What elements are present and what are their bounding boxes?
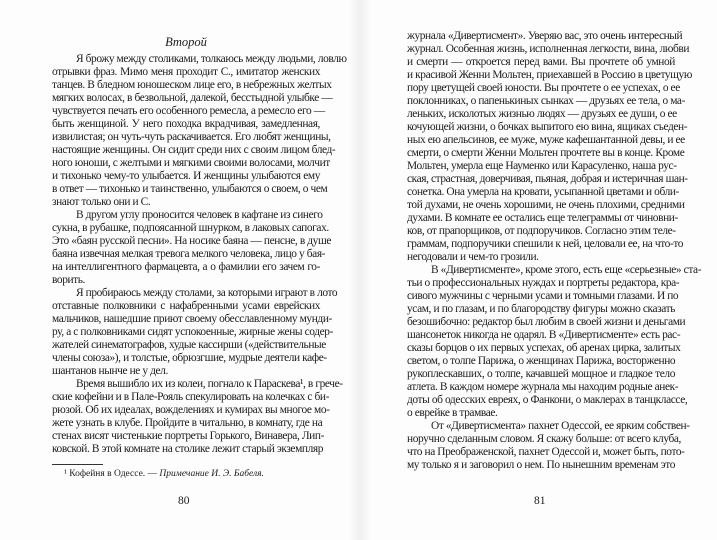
text-line: чувствуется печать его особенного ремесла, а ремесло его — bbox=[52, 105, 325, 117]
text-line: духами. В комнате ее остались еще телеграммы от чиновни- bbox=[407, 212, 678, 224]
paragraph bbox=[407, 420, 690, 472]
text-line: настоящие женщины. Он сидит среди них с своим лицом блед- bbox=[52, 144, 336, 156]
chapter-title: Второй bbox=[165, 35, 207, 49]
text-line: ных ею апельсинов, ее муже, муже кафешантанной девы, и ее bbox=[407, 134, 685, 146]
paragraph bbox=[52, 53, 347, 209]
text-line: В «Дивертисменте», кроме этого, есть еще «серьезные» ста- bbox=[431, 264, 702, 276]
text-line: светом, о толпе Парижа, о женщинах Парижа, восторженно bbox=[407, 355, 676, 367]
text-line: ковской. В этой комнате на столике лежит старый экземпляр bbox=[52, 443, 324, 455]
text-line: му только я и заговорил о нем. По нынешним временам это bbox=[407, 459, 675, 471]
text-line: сказы борцов о их первых успехах, об аренах цирка, залитых bbox=[407, 342, 681, 354]
text-line: негодовали и чем-то грозили. bbox=[407, 251, 539, 263]
text-line: жателей синематографов, худые кассирши («действительные bbox=[52, 339, 326, 351]
text-line: сивого мужчины с черными усами и томными глазами. И по bbox=[407, 290, 679, 302]
text-line: ков, от прапорщиков, от подпоручиков. Согласно этим теле- bbox=[407, 225, 676, 237]
paragraph bbox=[407, 264, 702, 420]
text-line: Я брожу между столиками, толкаюсь между людьми, ловлю bbox=[76, 53, 347, 65]
text-line: что на Преображенской, пахнет Одессой и, может быть, пото- bbox=[407, 446, 685, 458]
text-line: пору цветущей своей юности. Вы прочтете о ее успехах, о ее bbox=[407, 82, 680, 94]
text-line: в ответ — тихонько и таинственно, улыбаются о своем, о чем bbox=[52, 183, 328, 195]
paragraph bbox=[407, 30, 692, 264]
text-line: поклонниках, о папенькиных сынках — друзьях ее тела, о ма- bbox=[407, 95, 685, 107]
text-line: быть женщиной. У него походка вкрадчивая, замедленная, bbox=[52, 118, 320, 130]
text-line: отрывки фраз. Мимо меня проходит С., имитатор женских bbox=[52, 66, 320, 78]
book-gutter-shadow bbox=[348, 0, 372, 540]
footnote-divider bbox=[52, 464, 103, 465]
text-line: о еврейке в трамвае. bbox=[407, 407, 498, 419]
right-page-body bbox=[407, 30, 702, 472]
text-line: ская, страстная, доверчивая, пьяная, добрая и истеричная шан- bbox=[407, 173, 688, 185]
paragraph bbox=[52, 378, 343, 456]
text-line: усам, и по глазам, и по благородству фигуры можно сказать bbox=[407, 303, 675, 315]
text-line: стенах висят чистенькие портреты Горького, Винавера, Лип- bbox=[52, 430, 324, 442]
footnote bbox=[64, 468, 264, 481]
text-line: и смерти — откроется перед вами. Вы прочтете об умной bbox=[407, 56, 675, 68]
text-line: шансонеток никогда не одарял. В «Дивертисменте» есть рас- bbox=[407, 329, 681, 341]
footnote-attribution: Примечание И. Э. Бабеля. bbox=[159, 469, 264, 479]
text-line: знают только они и С. bbox=[52, 196, 151, 208]
text-line: кочующей жизни, о бочках выпитого ею вина, ящиках съеден- bbox=[407, 121, 688, 133]
text-line: Я пробираюсь между столами, за которыми играют в лото bbox=[76, 287, 338, 299]
text-line: мягких волосах, в безвольной, далекой, бесстыдной улыбке — bbox=[52, 92, 333, 104]
page-number-left: 80 bbox=[178, 495, 190, 507]
footnote-marker: ¹ bbox=[64, 469, 67, 479]
text-line: журнал. Особенная жизнь, исполненная легкости, вина, любви bbox=[407, 43, 690, 55]
text-line: ного юноши, с желтыми и мягкими своими волосами, молчит bbox=[52, 157, 330, 169]
text-line: леньких, исколотых жизнью людях — друзьях ее души, о ее bbox=[407, 108, 677, 120]
text-line: норучно сделанным словом. Я скажу больше: от всего клуба, bbox=[407, 433, 681, 445]
text-line: шантанов нынче не у дел. bbox=[52, 365, 168, 377]
text-line: на интеллигентного фармацевта, а о фамилии его зачем го- bbox=[52, 261, 320, 273]
left-page-body bbox=[52, 53, 347, 456]
text-line: ру, а с полковниками сидят успокоенные, жирные жены содер- bbox=[52, 326, 333, 338]
text-line: тьи о профессиональных нуждах и портреты редактора, кра- bbox=[407, 277, 680, 289]
text-line: мальчиков, нашедшие приют своему обесславленному мунди- bbox=[52, 313, 332, 325]
text-line: той духами, не очень хорошими, не очень плохими, средними bbox=[407, 199, 685, 211]
text-line: и красивой Женни Мольтен, приехавшей в Россию в цветущую bbox=[407, 69, 692, 81]
page-number-right: 81 bbox=[534, 495, 546, 507]
text-line: рукоплескавших, о толпе, качавшей мощное и гладкое тело bbox=[407, 368, 675, 380]
text-line: Это «баян русской песни». На носике баяна — пенсне, в душе bbox=[52, 235, 331, 247]
text-line: баяна извечная мелкая тревога мелкого человека, лицо у бая- bbox=[52, 248, 326, 260]
text-line: смерти, о смерти Женни Мольтен прочтете вы в конце. Кроме bbox=[407, 147, 685, 159]
text-line: журнала «Дивертисмент». Уверяю вас, это очень интересный bbox=[407, 30, 683, 42]
text-line: ворить. bbox=[52, 274, 86, 286]
text-line: сукна, в рубашке, подпоясанной шнурком, в лаковых сапогах. bbox=[52, 222, 329, 234]
paragraph bbox=[52, 209, 331, 287]
text-line: рюзой. Об их идеалах, вожделениях и кумирах вы многое мо- bbox=[52, 404, 330, 416]
text-line: безошибочно: редактор был любим в своей жизни и деньгами bbox=[407, 316, 686, 328]
text-line: атлета. В каждом номере журнала мы находим родные анек- bbox=[407, 381, 679, 393]
text-line: ские кофейни и в Пале-Рояль спекулировать на колечках с би- bbox=[52, 391, 329, 403]
text-line: граммам, подпоручики спешили к ней, целовали ее, на что-то bbox=[407, 238, 684, 250]
text-line: сонетка. Она умерла на кровати, усыпанной цветами и обли- bbox=[407, 186, 679, 198]
text-line: члены союза»), и толстые, обрюзгшие, мудрые деятели кафе- bbox=[52, 352, 327, 364]
text-line: и тихонько чему-то улыбается. И женщины улыбаются ему bbox=[52, 170, 320, 182]
text-line: отставные полковники с нафабренными усами еврейских bbox=[52, 300, 320, 312]
text-line: От «Дивертисмента» пахнет Одессой, ее ярким собствен- bbox=[431, 420, 690, 432]
text-line: Время вышибло их из колеи, погнало к Параскева¹, в грече- bbox=[76, 378, 343, 390]
text-line: В другом углу проносится человек в кафтане из синего bbox=[76, 209, 323, 221]
footnote-text: Кофейня в Одессе. — bbox=[69, 469, 160, 479]
left-page-text bbox=[52, 35, 347, 456]
text-line: жете узнать в клубе. Пройдите в читальню, в комнату, где на bbox=[52, 417, 323, 429]
text-line: извилистая; он чуть-чуть раскачивается. Его любят женщины, bbox=[52, 131, 331, 143]
paragraph bbox=[52, 287, 338, 378]
text-line: доты об одесских евреях, о Фанкони, о маклерах в танцклассе, bbox=[407, 394, 688, 406]
right-page-text bbox=[407, 30, 702, 472]
text-line: Мольтен, умерла еще Науменко или Карасуленко, наша рус- bbox=[407, 160, 677, 172]
text-line: танцев. В бледном юношеском лице его, в небрежных желтых bbox=[52, 79, 332, 91]
